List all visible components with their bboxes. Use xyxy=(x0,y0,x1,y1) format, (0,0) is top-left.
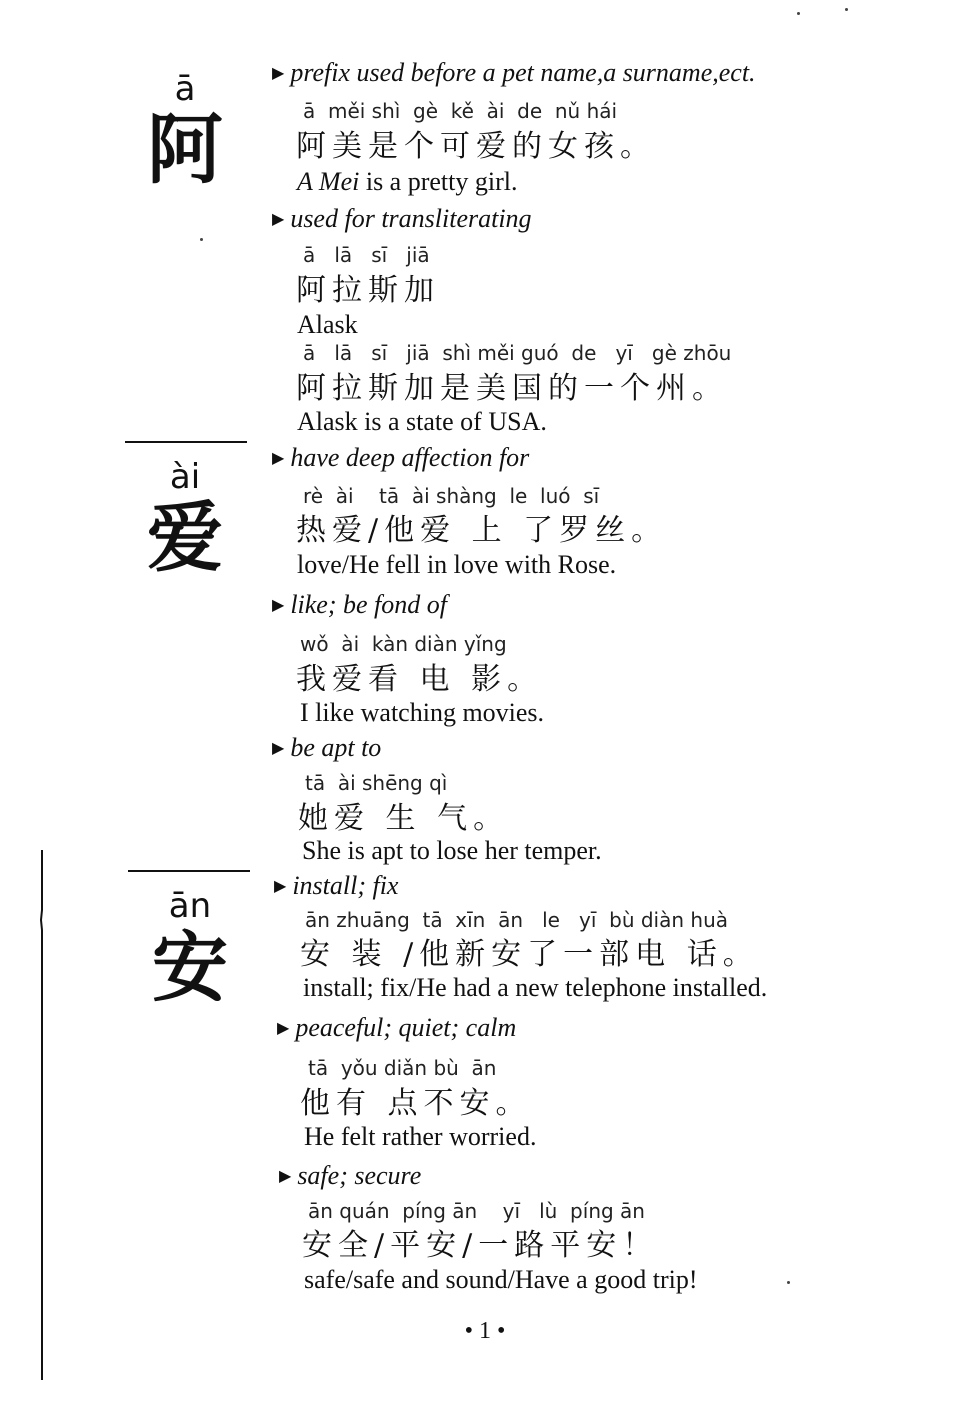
headword-character: 安 xyxy=(152,923,228,1012)
example-pinyin: tā ài shēng qì xyxy=(305,771,448,795)
example-chinese: 热爱/他爱 上 了罗丝。 xyxy=(296,513,668,548)
scan-speck xyxy=(845,8,848,11)
example-chinese: 我爱看 电 影。 xyxy=(296,662,544,697)
example-chinese: 阿拉斯加是美国的一个州。 xyxy=(296,371,728,406)
entry-definition: ▶ have deep affection for xyxy=(272,443,530,472)
scan-speck xyxy=(200,238,203,241)
entry-definition: ▶ safe; secure xyxy=(279,1161,422,1190)
headword-pinyin: ā xyxy=(174,69,196,109)
example-english: Alask xyxy=(297,310,358,339)
scan-speck xyxy=(787,1281,790,1284)
headword-divider xyxy=(128,870,250,872)
example-english: install; fix/He had a new telephone installed. xyxy=(303,973,768,1002)
example-english: Alask is a state of USA. xyxy=(297,407,547,436)
headword-character: 爱 xyxy=(147,493,223,582)
entry-definition: ▶ used for transliterating xyxy=(272,204,532,233)
entry-definition: ▶ be apt to xyxy=(272,733,382,762)
bullet-arrow-icon: ▶ xyxy=(279,1168,292,1185)
example-chinese: 安全/平安/一路平安！ xyxy=(302,1228,659,1263)
example-chinese: 阿美是个可爱的女孩。 xyxy=(296,129,656,164)
bullet-arrow-icon: ▶ xyxy=(272,211,285,228)
example-pinyin: ā lā sī jiā xyxy=(303,243,430,267)
scan-edge-svg xyxy=(40,850,44,1380)
bullet-arrow-icon: ▶ xyxy=(274,878,287,895)
example-pinyin: ān quán píng ān yī lù píng ān xyxy=(308,1199,645,1223)
bullet-arrow-icon: ▶ xyxy=(272,450,285,467)
entry-definition: ▶ prefix used before a pet name,a surname,ect. xyxy=(272,58,756,87)
example-chinese: 安 装 /他新安了一部电 话。 xyxy=(300,937,759,972)
headword-pinyin: ài xyxy=(169,457,201,497)
example-pinyin: tā yǒu diǎn bù ān xyxy=(308,1056,497,1080)
example-pinyin: rè ài tā ài shàng le luó sī xyxy=(303,484,600,508)
example-english: love/He fell in love with Rose. xyxy=(297,550,617,579)
bullet-arrow-icon: ▶ xyxy=(272,740,285,757)
entry-definition: ▶ peaceful; quiet; calm xyxy=(277,1013,517,1042)
example-english: I like watching movies. xyxy=(300,698,545,727)
example-pinyin: ā měi shì gè kě ài de nǔ hái xyxy=(303,99,618,123)
page-number: • 1 • xyxy=(464,1318,506,1344)
example-chinese: 她爱 生 气。 xyxy=(298,801,510,836)
entry-definition: ▶ install; fix xyxy=(274,871,399,900)
entry-definition: ▶ like; be fond of xyxy=(272,590,447,619)
example-english: She is apt to lose her temper. xyxy=(302,836,602,865)
example-pinyin: ā lā sī jiā shì měi guó de yī gè zhōu xyxy=(303,341,732,365)
headword-pinyin: ān xyxy=(168,886,212,926)
example-chinese: 他有 点不安。 xyxy=(300,1086,532,1121)
bullet-arrow-icon: ▶ xyxy=(272,65,285,82)
headword-character: 阿 xyxy=(147,105,223,194)
example-english: He felt rather worried. xyxy=(304,1122,537,1151)
example-pinyin: ān zhuāng tā xīn ān le yī bù diàn huà xyxy=(305,908,728,932)
example-chinese: 阿拉斯加 xyxy=(296,273,440,308)
example-english: A Mei is a pretty girl. xyxy=(297,167,518,196)
bullet-arrow-icon: ▶ xyxy=(277,1020,290,1037)
scan-speck xyxy=(797,12,800,15)
scan-edge-line xyxy=(40,850,44,1380)
bullet-arrow-icon: ▶ xyxy=(272,597,285,614)
headword-divider xyxy=(125,441,247,443)
example-pinyin: wǒ ài kàn diàn yǐng xyxy=(300,632,507,656)
example-english: safe/safe and sound/Have a good trip! xyxy=(304,1265,698,1294)
